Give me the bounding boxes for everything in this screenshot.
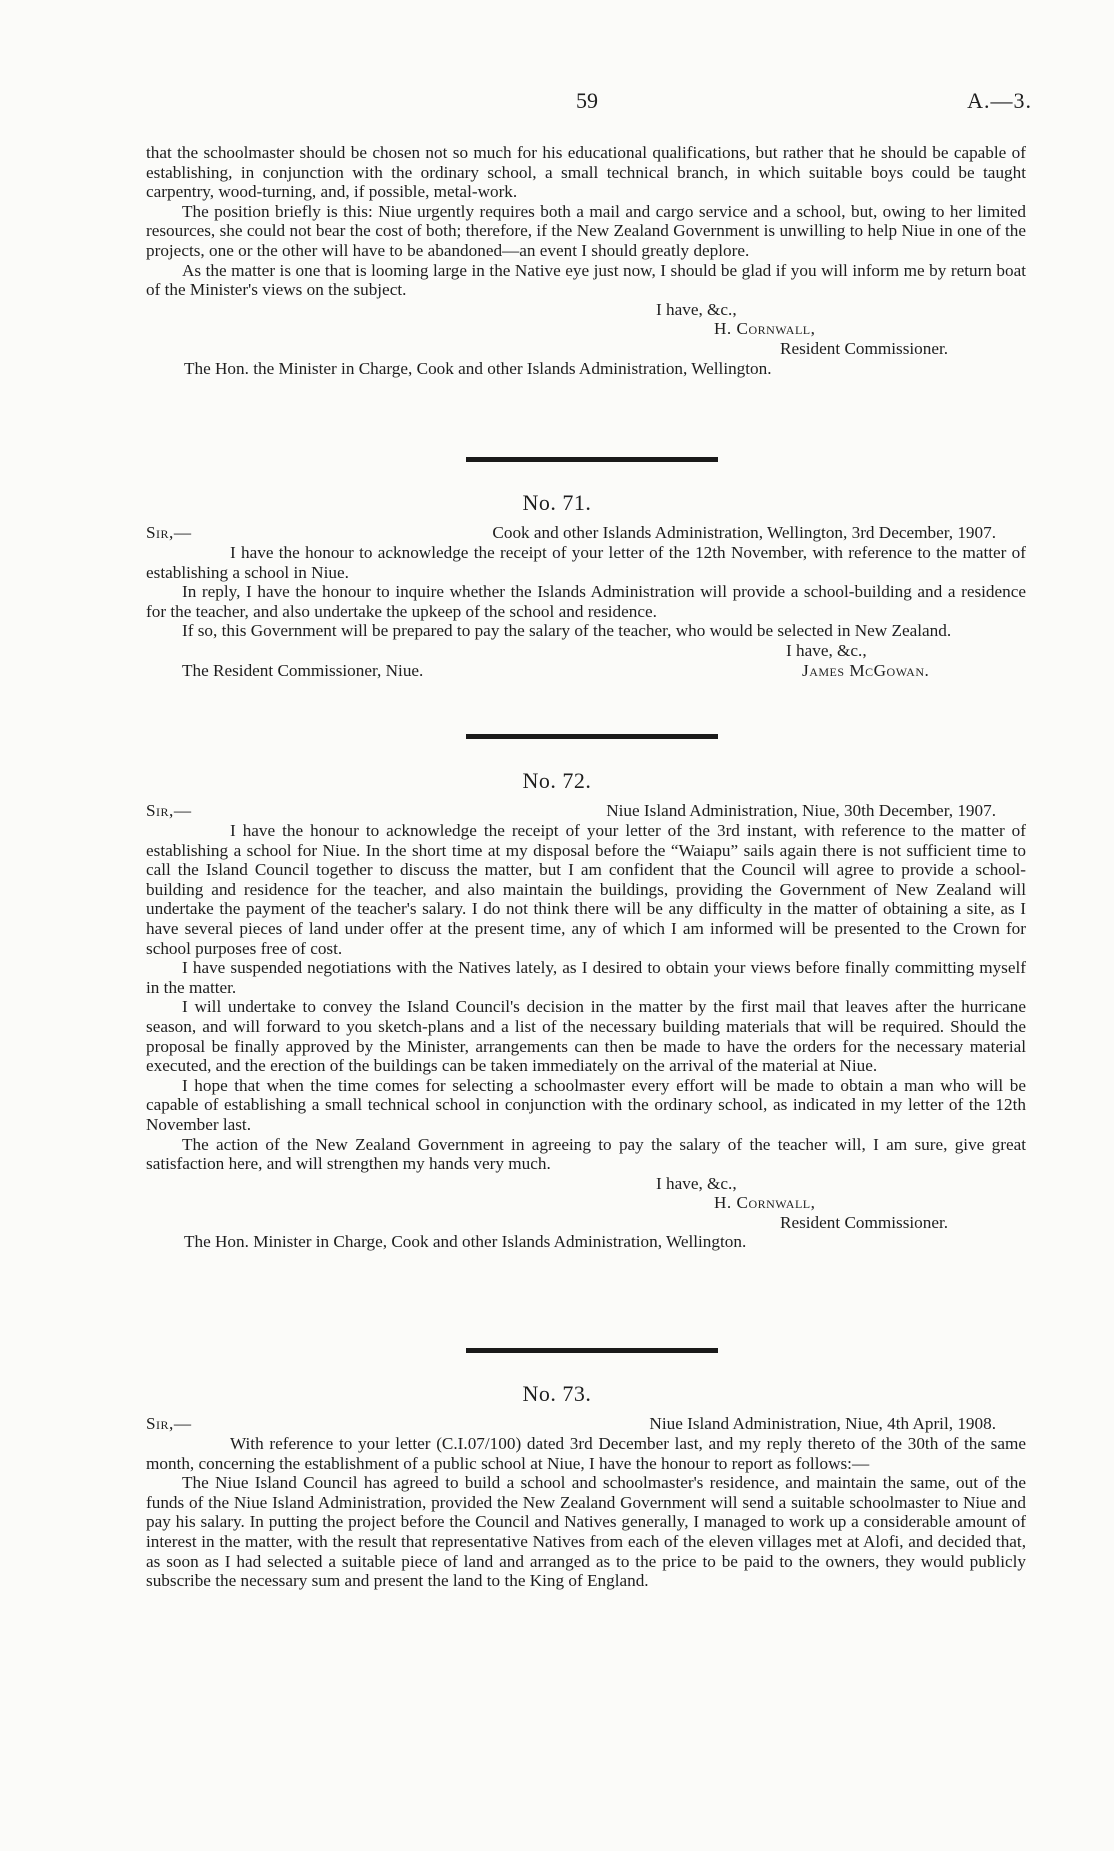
signatory-title: Resident Commissioner.: [780, 1212, 949, 1232]
letter-73: [146, 1414, 1026, 1591]
signatory-title: Resident Commissioner.: [780, 338, 949, 358]
paragraph: I have the honour to acknowledge the receipt of your letter of the 12th November, with reference to the matter of establishing a school in Niue.: [146, 543, 1026, 582]
signatory: H. Cornwall,: [714, 319, 816, 339]
closing: I have, &c.,: [656, 299, 737, 319]
salutation-line: [146, 801, 1026, 821]
dateline: Niue Island Administration, Niue, 4th April, 1908.: [649, 1414, 996, 1433]
section-divider: [466, 734, 718, 739]
closing: I have, &c.,: [786, 640, 867, 660]
paragraph: As the matter is one that is looming large in the Native eye just now, I should be glad if you will inform me by return boat of the Minister's views on the subject.: [146, 260, 1026, 300]
paragraph: I hope that when the time comes for selecting a schoolmaster every effort will be made to obtain a man who will be capable of establishing a small technical school in conjunction with the ordinary school, as indicated in my letter of the 12th November last.: [146, 1075, 1026, 1134]
paragraph: I have suspended negotiations with the Natives lately, as I desired to obtain your views before finally committing myself in the matter.: [146, 958, 1026, 997]
letter-number: No. 71.: [522, 490, 592, 515]
letter-71: [146, 523, 1026, 681]
salutation-line: [146, 1414, 1026, 1434]
letter-70-tail: [146, 143, 1026, 378]
signatory: H. Cornwall,: [714, 1193, 816, 1213]
salutation: Sir,—: [146, 801, 192, 820]
addressee: The Resident Commissioner, Niue.: [182, 660, 424, 680]
letter-number: No. 72.: [522, 768, 592, 793]
closing-line: [146, 641, 1026, 661]
addressee: The Hon. Minister in Charge, Cook and other Islands Administration, Wellington.: [184, 1232, 747, 1252]
letter-number: No. 73.: [522, 1381, 592, 1406]
paragraph: The Niue Island Council has agreed to build a school and schoolmaster's residence, and maintain the same, out of the funds of the Niue Island Administration, provided the New Zealand Government will send a suitable schoolmaster to Niue and pay his salary. In putting the project before the Council and Natives generally, I managed to work up a considerable amount of interest in the matter, with the result that representative Natives from each of the eleven villages met at Alofi, and decided that, as soon as I had selected a suitable piece of land and arranged as to the price to be paid to the owners, they would publicly subscribe the necessary sum and present the land to the King of England.: [146, 1473, 1026, 1591]
dateline: Cook and other Islands Administration, Wellington, 3rd December, 1907.: [492, 523, 996, 542]
page-number: 59: [576, 88, 598, 113]
paragraph: In reply, I have the honour to inquire whether the Islands Administration will provide a school-building and a residence for the teacher, and also undertake the upkeep of the school and residence.: [146, 582, 1026, 621]
salutation-line: [146, 523, 1026, 543]
paragraph: I will undertake to convey the Island Council's decision in the matter by the first mail that leaves after the hurricane season, and will forward to you sketch-plans and a list of the necessary building materials that will be required. Should the proposal be finally approved by the Minister, arrangements can then be made to have the orders for the necessary material executed, and the erection of the buildings can be taken immediately on the arrival of the material at Niue.: [146, 997, 1026, 1076]
page-header: [0, 88, 1114, 118]
paragraph: If so, this Government will be prepared to pay the salary of the teacher, who would be selected in New Zealand.: [182, 621, 952, 641]
paragraph: I have the honour to acknowledge the receipt of your letter of the 3rd instant, with reference to the matter of establishing a school for Niue. In the short time at my disposal before the “Waiapu” sails again there is not sufficient time to call the Island Council together to discuss the matter, but I am confident that the Council will agree to provide a school-building and residence for the teacher, and also maintain the buildings, providing the Government of New Zealand will undertake the payment of the teacher's salary. I do not think there will be any difficulty in the matter of obtaining a site, as I have several pieces of land under offer at the present time, any of which I am informed will be presented to the Crown for school purposes free of cost.: [146, 821, 1026, 958]
paragraph: The action of the New Zealand Government in agreeing to pay the salary of the teacher will, I am sure, give great satisfaction here, and will strengthen my hands very much.: [146, 1134, 1026, 1174]
section-divider: [466, 1348, 718, 1353]
dateline: Niue Island Administration, Niue, 30th December, 1907.: [606, 801, 996, 820]
letter-72: [146, 801, 1026, 1252]
salutation: Sir,—: [146, 523, 192, 542]
document-reference: A.—3.: [967, 88, 1032, 113]
closing: I have, &c.,: [656, 1173, 737, 1193]
addressee-line: [146, 661, 1026, 681]
paragraph: The position briefly is this: Niue urgently requires both a mail and cargo service and a school, but, owing to her limited resources, she could not bear the cost of both; therefore, if the New Zealand Government is unwilling to help Niue in one of the projects, one or the other will have to be abandoned—an event I should greatly deplore.: [146, 201, 1026, 260]
signatory: James McGowan.: [802, 660, 930, 680]
section-divider: [466, 457, 718, 462]
paragraph: With reference to your letter (C.I.07/100) dated 3rd December last, and my reply thereto of the 30th of the same month, concerning the establishment of a public school at Niue, I have the honour to report as follows:—: [146, 1434, 1026, 1473]
addressee: The Hon. the Minister in Charge, Cook and other Islands Administration, Wellington.: [184, 358, 772, 378]
salutation: Sir,—: [146, 1414, 192, 1433]
paragraph: that the schoolmaster should be chosen not so much for his educational qualifications, but rather that he should be capable of establishing, in conjunction with the ordinary school, a small technical branch, in which suitable boys could be taught carpentry, wood-turning, and, if possible, metal-work.: [146, 143, 1026, 202]
